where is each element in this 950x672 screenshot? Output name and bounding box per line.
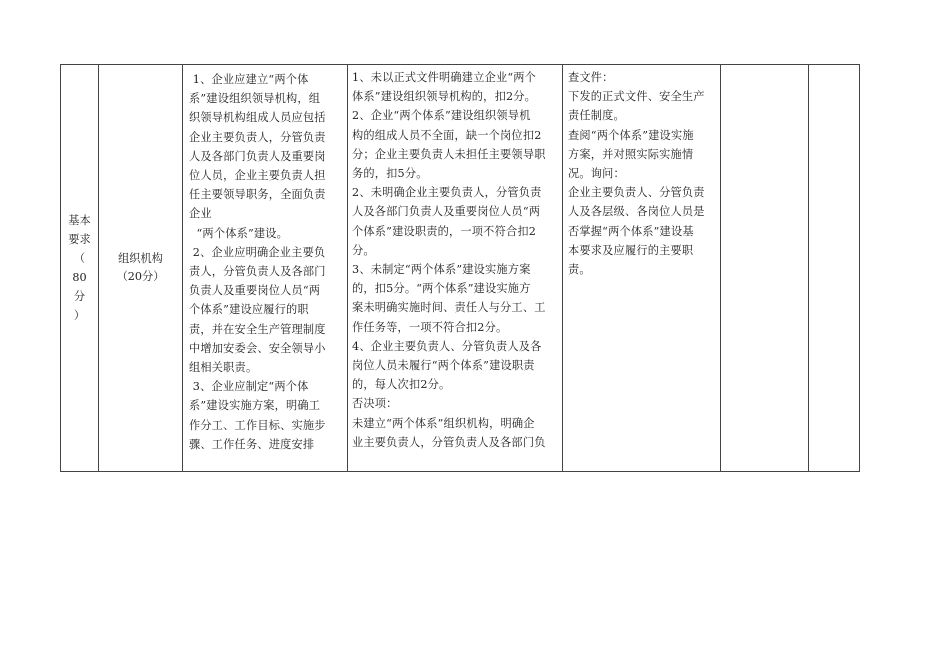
evaluation-table [60, 64, 860, 472]
method-cell [563, 65, 721, 471]
category-cell [61, 65, 98, 471]
score-cell [721, 65, 808, 471]
scoring-cell [348, 65, 562, 471]
item-text: 组织机构 （20分） [116, 252, 165, 283]
category-text: 基本 要求 （ 80 分 ） [68, 214, 91, 322]
method-text: 查文件： 下发的正式文件、安全生产 责任制度。 查阅“两个体系”建设实施 方案，并对照实际实施情 况。询问： 企业主要负责人、分管负责 人及各层级、各岗位人员是 否掌握“两个体系”建设基 本要求及应履行的主要职 责。 [568, 71, 705, 277]
scoring-text: 1、未以正式文件明确建立企业“两个 体系”建设组织领导机构的，扣2分。 2、企业“两个体系”建设组织领导机 构的组成人员不全面，缺一个岗位扣2 分；企业主要负责人未担任主要领导职 务的，扣5分。 2、未明确企业主要负责人，分管负责 人及各部门负责人及重要岗位人员“两 个体系”建设职责的，一项不符合扣2 分。 3、未制定“两个体系”建设实施方案 的，扣5分。“两个体系”建设实施方 案未明确实施时间、责任人与分工、工 作任务等，一项不符合扣2分。 4、企业主要负责人、分管负责人及各 岗位人员未履行“两个体系”建设职责 的，每人次扣2分。 否决项： 未建立“两个体系”组织机构，明确企 业主要负责人，分管负责人及各部门负 [352, 71, 546, 449]
item-cell [99, 65, 182, 471]
remark-cell [809, 65, 859, 471]
requirements-text: 1、企业应建立“两个体 系”建设组织领导机构，组 织领导机构组成人员应包括 企业主要负责人，分管负责 人及各部门负责人及重要岗 位人员，企业主要负责人担 任主要领导职务，全面负责 企业 “两个体系”建设。 2、企业应明确企业主要负 责人，分管负责人及各部门 负责人及重要岗位人员“两 个体系”建设应履行的职 责，并在安全生产管理制度 中增加安委会、安全领导小 组相关职责。 3、企业应制定“两个体 系”建设实施方案，明确工 作分工、工作目标、实施步 骤、工作任务、进度安排 [189, 73, 326, 451]
requirements-cell [183, 65, 347, 471]
